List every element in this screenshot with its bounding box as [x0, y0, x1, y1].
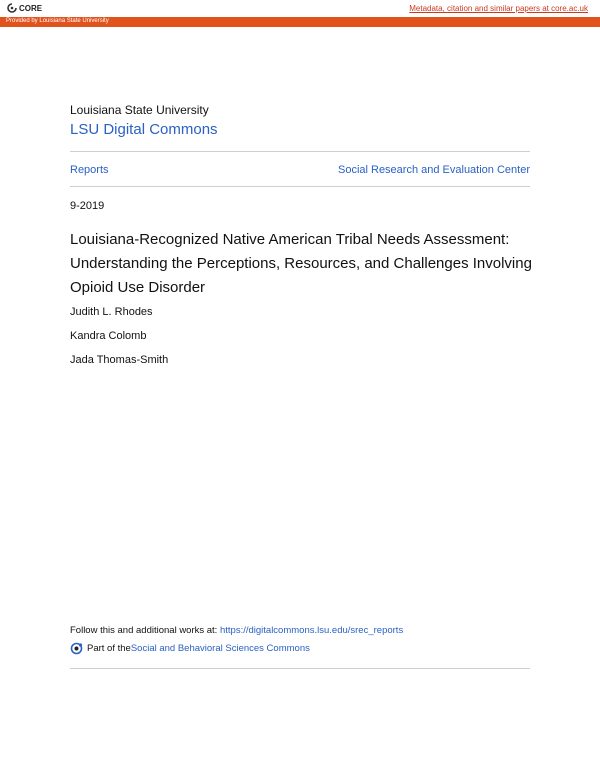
follow-label: Follow this and additional works at:	[70, 625, 220, 636]
divider-series	[70, 186, 530, 187]
author-name: Jada Thomas-Smith	[70, 354, 169, 366]
core-logo-text: CORE	[19, 3, 43, 13]
repository-name[interactable]: LSU Digital Commons	[70, 121, 218, 138]
divider-top	[70, 151, 530, 152]
core-header	[0, 0, 600, 17]
follow-link[interactable]: https://digitalcommons.lsu.edu/srec_reports	[219, 625, 404, 636]
provided-by-text: Provided by Louisiana State University	[6, 18, 109, 24]
provided-by-banner	[0, 17, 600, 27]
publication-date: 9-2019	[70, 200, 105, 212]
author-name: Kandra Colomb	[70, 330, 147, 342]
series-link-center[interactable]: Social Research and Evaluation Center	[337, 164, 530, 176]
network-icon	[70, 642, 83, 655]
follow-line	[70, 625, 403, 636]
author-name: Judith L. Rhodes	[70, 306, 153, 318]
part-of-line	[70, 642, 310, 655]
document-title: Louisiana-Recognized Native American Tribal Needs Assessment: Understanding the Perceptions, Resources, and Challenges Involving Opioid Use Disorder	[70, 231, 532, 296]
part-of-link[interactable]: Social and Behavioral Sciences Commons	[130, 643, 310, 654]
core-logo-icon	[7, 3, 17, 13]
core-metadata-link[interactable]: Metadata, citation and similar papers at core.ac.uk	[409, 4, 588, 13]
divider-footer	[70, 668, 530, 669]
institution-name: Louisiana State University	[70, 103, 209, 117]
part-of-label: Part of the	[87, 643, 131, 654]
series-link-reports[interactable]: Reports	[70, 164, 109, 176]
core-logo[interactable]	[7, 3, 42, 13]
